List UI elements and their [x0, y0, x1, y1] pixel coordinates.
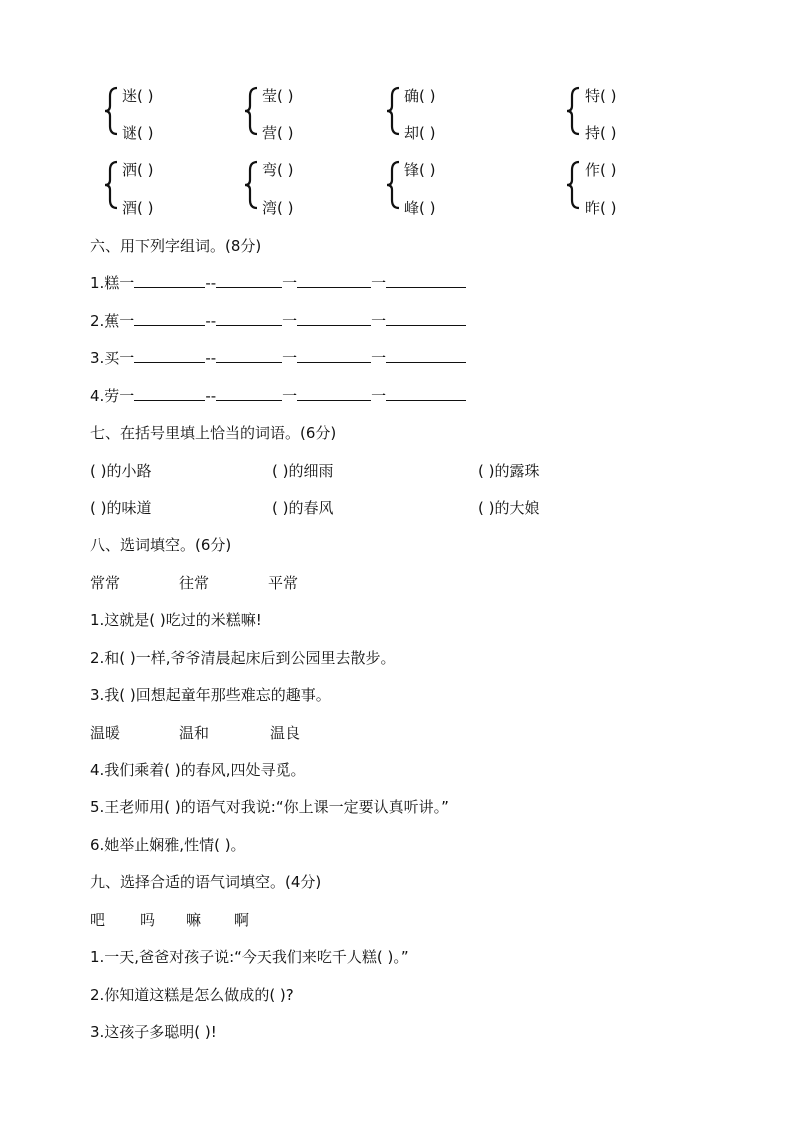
answer-blank[interactable] [216, 386, 282, 401]
section-6-heading: 六、用下列字组词。(8分) [90, 237, 262, 255]
separator: 一 [371, 387, 387, 405]
word-group-prefix: 1.糕一 [90, 274, 135, 292]
brace-icon [385, 160, 401, 206]
separator: 一 [371, 312, 387, 330]
word-group-row [90, 385, 466, 406]
question-item: 1.一天,爸爸对孩子说:“今天我们来吃千人糕( )。” [90, 948, 409, 966]
answer-blank[interactable] [134, 311, 205, 326]
char-pair-bottom: 酒( ) [122, 199, 154, 217]
separator: 一 [282, 349, 298, 367]
separator: 一 [282, 274, 298, 292]
separator: -- [205, 274, 217, 292]
word-choice: 平常 [268, 574, 299, 592]
question-item: 6.她举止娴雅,性情( )。 [90, 836, 246, 854]
char-pair-top: 弯( ) [262, 161, 294, 179]
word-choice: 温良 [270, 724, 301, 742]
answer-blank[interactable] [386, 311, 466, 326]
char-pair-top: 迷( ) [122, 87, 154, 105]
answer-blank[interactable] [386, 348, 466, 363]
separator: 一 [282, 312, 298, 330]
separator: 一 [371, 349, 387, 367]
separator: 一 [282, 387, 298, 405]
char-pair-bottom: 昨( ) [585, 199, 617, 217]
word-group-prefix: 4.劳一 [90, 387, 135, 405]
brace-icon [243, 86, 259, 132]
char-pair-top: 锋( ) [404, 161, 436, 179]
fill-phrase: ( )的细雨 [272, 462, 334, 480]
separator: 一 [371, 274, 387, 292]
word-choice: 嘛 [186, 911, 202, 929]
separator: -- [205, 349, 217, 367]
answer-blank[interactable] [134, 386, 205, 401]
word-choice: 往常 [179, 574, 210, 592]
answer-blank[interactable] [386, 273, 466, 288]
answer-blank[interactable] [134, 273, 205, 288]
answer-blank[interactable] [297, 273, 371, 288]
word-group-prefix: 2.蕉一 [90, 312, 135, 330]
char-pair-top: 确( ) [404, 87, 436, 105]
brace-icon [565, 160, 581, 206]
word-choice: 温和 [179, 724, 210, 742]
separator: -- [205, 312, 217, 330]
char-pair-bottom: 营( ) [262, 124, 294, 142]
question-item: 2.和( )一样,爷爷清晨起床后到公园里去散步。 [90, 649, 396, 667]
char-pair-bottom: 谜( ) [122, 124, 154, 142]
char-pair-top: 莹( ) [262, 87, 294, 105]
answer-blank[interactable] [216, 273, 282, 288]
answer-blank[interactable] [216, 311, 282, 326]
fill-phrase: ( )的味道 [90, 499, 152, 517]
fill-phrase: ( )的春风 [272, 499, 334, 517]
brace-icon [565, 86, 581, 132]
word-group-row [90, 272, 466, 293]
word-choice: 啊 [234, 911, 250, 929]
char-pair-bottom: 湾( ) [262, 199, 294, 217]
fill-phrase: ( )的小路 [90, 462, 152, 480]
separator: -- [205, 387, 217, 405]
char-pair-top: 作( ) [585, 161, 617, 179]
word-choice: 常常 [90, 574, 121, 592]
char-pair-bottom: 持( ) [585, 124, 617, 142]
question-item: 3.我( )回想起童年那些难忘的趣事。 [90, 686, 331, 704]
word-group-prefix: 3.买一 [90, 349, 135, 367]
question-item: 3.这孩子多聪明( )! [90, 1023, 217, 1041]
word-group-row [90, 310, 466, 331]
word-choice: 吗 [140, 911, 156, 929]
char-pair-top: 特( ) [585, 87, 617, 105]
word-choice: 吧 [90, 911, 106, 929]
question-item: 2.你知道这糕是怎么做成的( )? [90, 986, 294, 1004]
answer-blank[interactable] [297, 386, 371, 401]
answer-blank[interactable] [297, 311, 371, 326]
word-group-row [90, 347, 466, 368]
answer-blank[interactable] [216, 348, 282, 363]
char-pair-bottom: 峰( ) [404, 199, 436, 217]
section-7-heading: 七、在括号里填上恰当的词语。(6分) [90, 424, 337, 442]
char-pair-bottom: 却( ) [404, 124, 436, 142]
fill-phrase: ( )的露珠 [478, 462, 540, 480]
section-8-heading: 八、选词填空。(6分) [90, 536, 232, 554]
word-choice: 温暖 [90, 724, 121, 742]
brace-icon [243, 160, 259, 206]
question-item: 1.这就是( )吃过的米糕嘛! [90, 611, 262, 629]
question-item: 4.我们乘着( )的春风,四处寻觅。 [90, 761, 306, 779]
answer-blank[interactable] [297, 348, 371, 363]
section-9-heading: 九、选择合适的语气词填空。(4分) [90, 873, 322, 891]
brace-icon [385, 86, 401, 132]
char-pair-top: 洒( ) [122, 161, 154, 179]
answer-blank[interactable] [386, 386, 466, 401]
brace-icon [103, 86, 119, 132]
brace-icon [103, 160, 119, 206]
answer-blank[interactable] [134, 348, 205, 363]
fill-phrase: ( )的大娘 [478, 499, 540, 517]
question-item: 5.王老师用( )的语气对我说:“你上课一定要认真听讲。” [90, 798, 449, 816]
